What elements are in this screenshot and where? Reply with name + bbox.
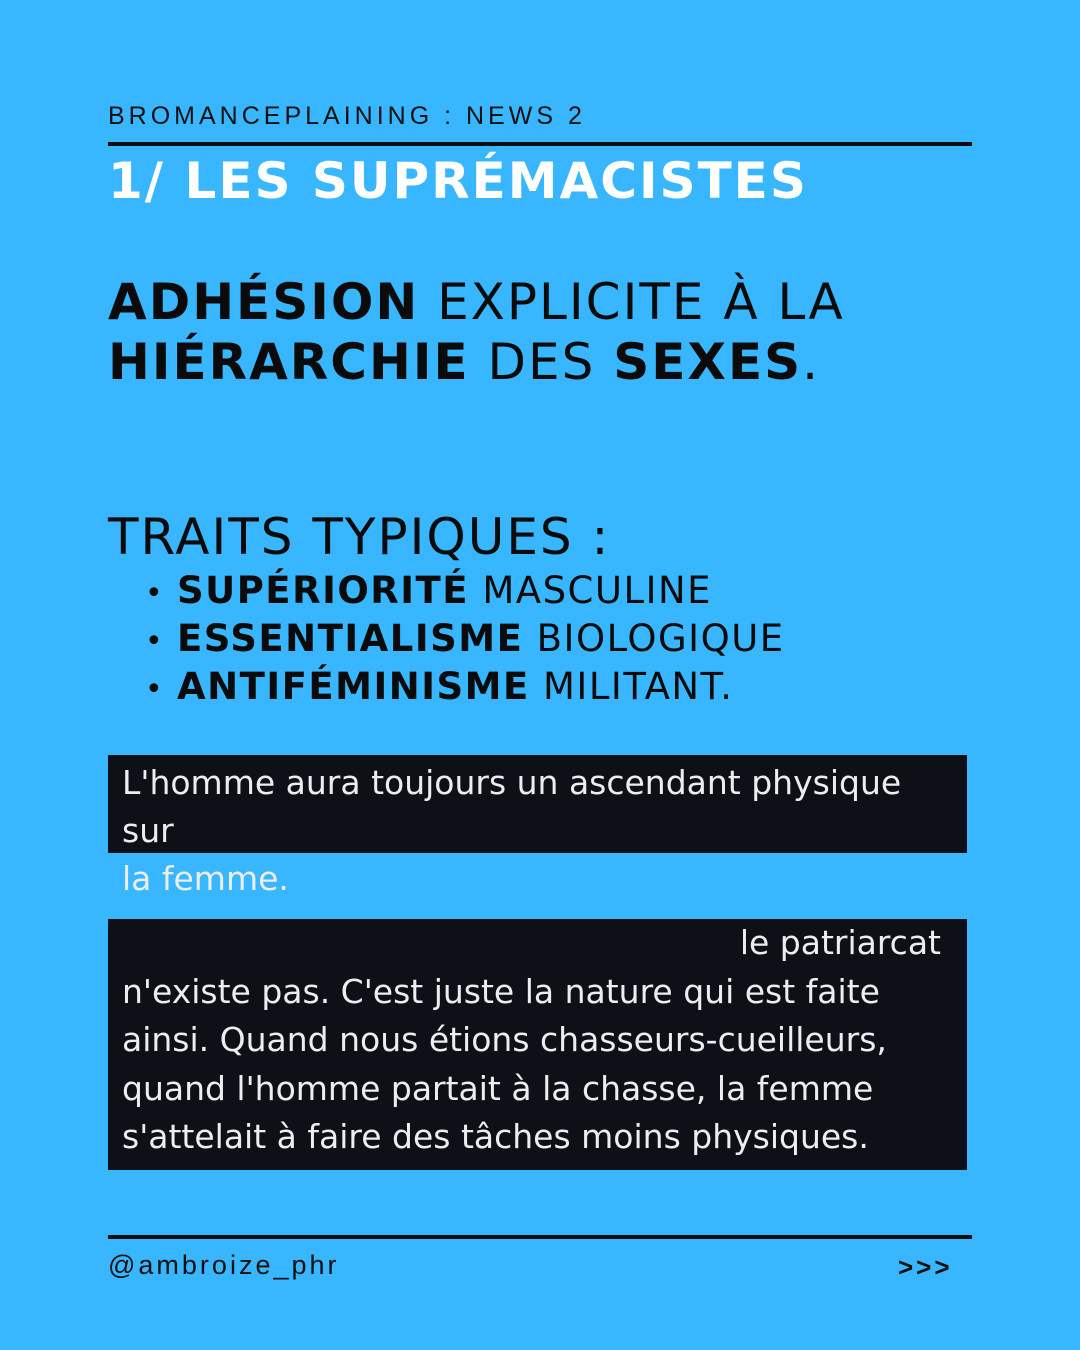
headline-text: EXPLICITE À LA [419, 273, 845, 331]
headline-line-1 [108, 272, 845, 332]
quote-line: quand l'homme partait à la chasse, la femme [122, 1068, 874, 1108]
page-title: 1/ LES SUPRÉMACISTES [108, 152, 808, 210]
trait-bold: ESSENTIALISME [177, 617, 524, 660]
author-handle: @ambroize_phr [108, 1250, 340, 1280]
quote-box-1 [108, 755, 967, 898]
trait-item [145, 616, 785, 664]
headline-bold-hierarchie: HIÉRARCHIE [108, 333, 470, 391]
quote-line: la femme. [122, 859, 289, 898]
quote-line: ainsi. Quand nous étions chasseurs-cueilleurs, [122, 1020, 887, 1059]
next-slide-indicator[interactable]: >>> [898, 1252, 953, 1282]
series-label: BROMANCEPLAINING : NEWS 2 [108, 102, 586, 130]
quote-box-2 [108, 919, 967, 1170]
quote-line: s'attelait à faire des tâches moins physiques. [122, 1117, 869, 1156]
quote-line: L'homme aura toujours un ascendant physique sur [122, 763, 902, 850]
traits-title: TRAITS TYPIQUES : [108, 508, 611, 566]
headline-bold-sexes: SEXES [613, 333, 803, 391]
trait-text: MILITANT. [529, 665, 734, 708]
headline-punct: . [802, 333, 821, 391]
headline-bold-adhesion: ADHÉSION [108, 273, 420, 331]
headline [108, 272, 845, 392]
headline-text: DES [469, 333, 614, 391]
trait-bold: ANTIFÉMINISME [177, 665, 530, 708]
top-divider [108, 142, 972, 146]
quote-line: le patriarcat [739, 923, 941, 962]
bottom-divider [108, 1235, 972, 1239]
trait-bold: SUPÉRIORITÉ [177, 569, 470, 612]
headline-line-2 [108, 332, 845, 392]
trait-text: BIOLOGIQUE [523, 617, 785, 660]
trait-text: MASCULINE [469, 569, 713, 612]
quote-line: n'existe pas. C'est juste la nature qui est faite [122, 971, 880, 1011]
trait-item [145, 664, 785, 712]
trait-item [145, 568, 785, 616]
traits-list [145, 568, 785, 712]
